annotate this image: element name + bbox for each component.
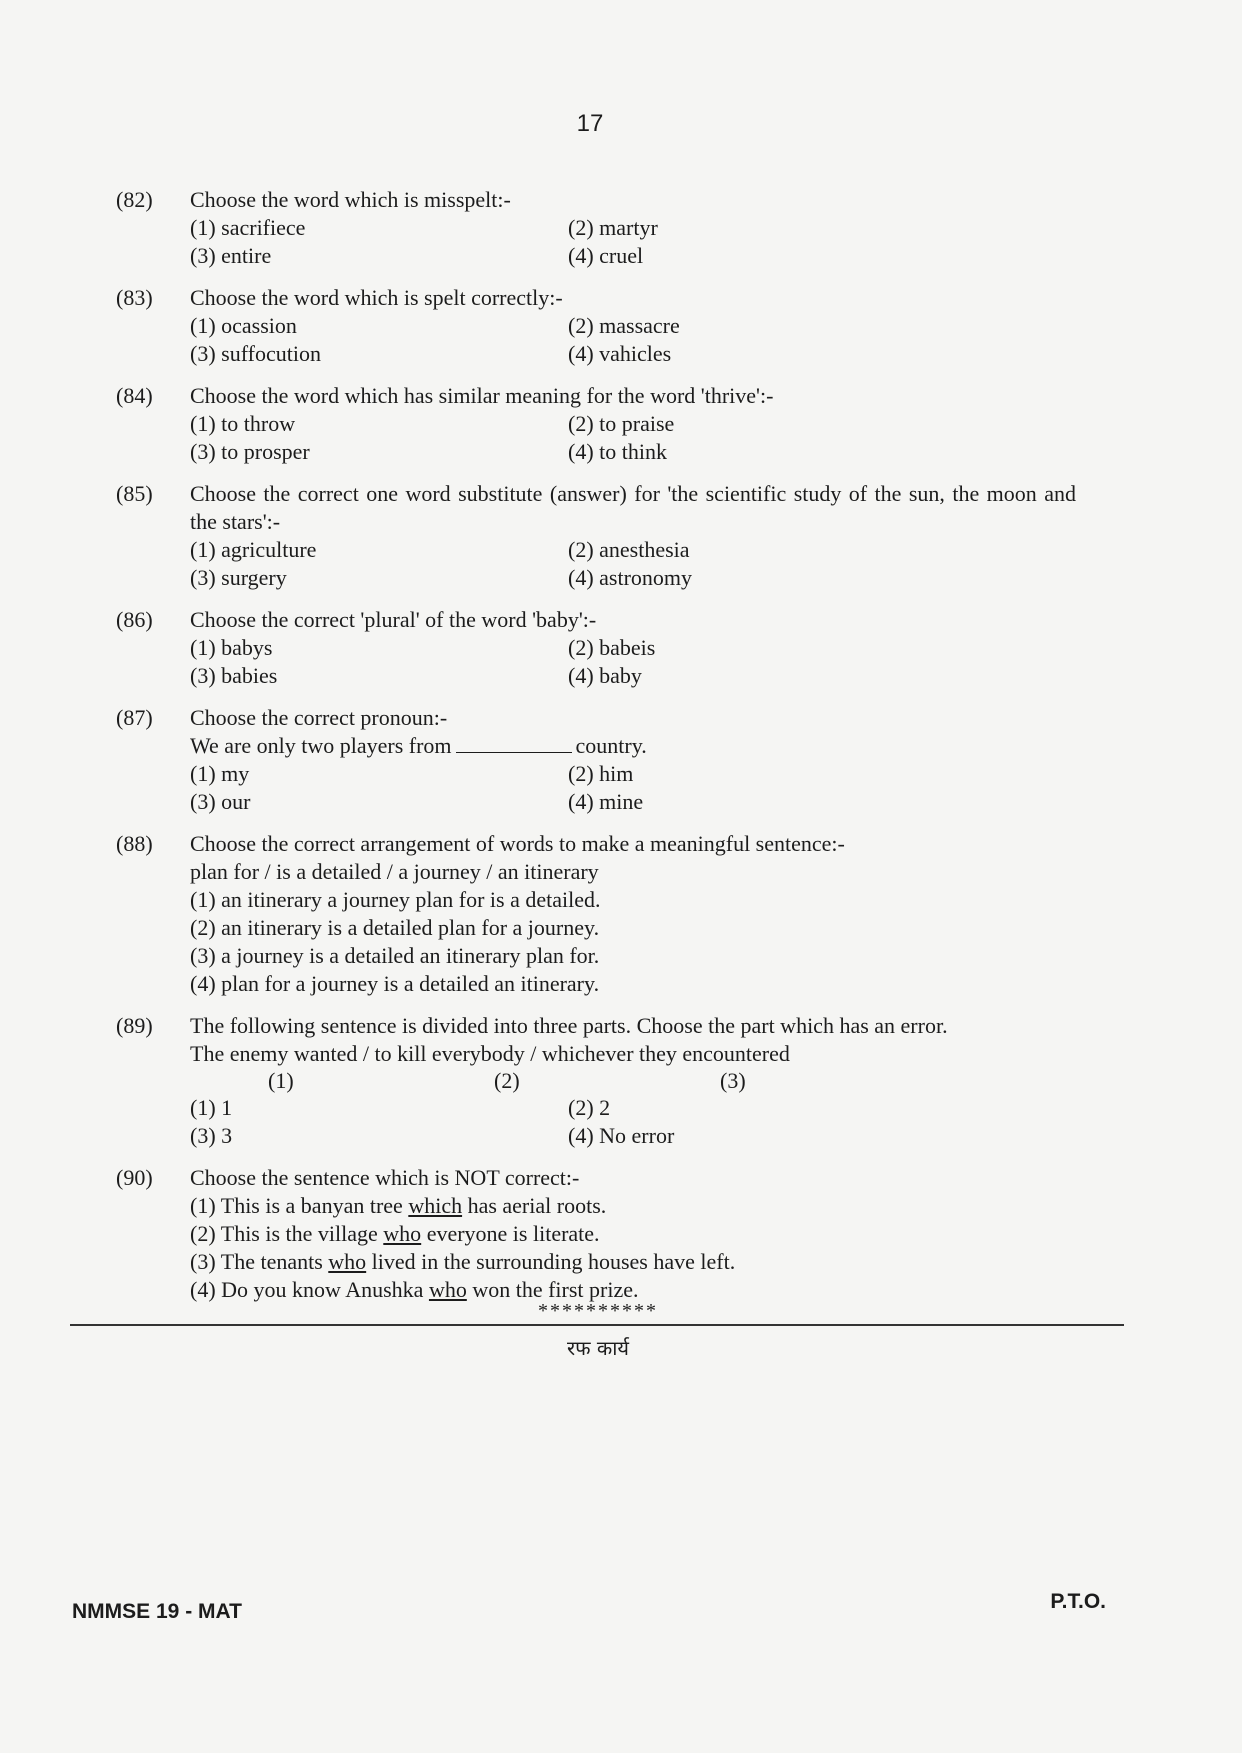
question-text: Choose the correct one word substitute (answer) for 'the scientific study of the sun, the moon and the stars':- [190,481,1076,534]
option-4[interactable]: (4) baby [568,663,642,688]
option-2[interactable]: (2) anesthesia [568,537,690,562]
footer-pto: P.T.O. [1050,1590,1106,1613]
question-number: (90) [116,1165,153,1190]
answer-blank [456,734,572,753]
option-3[interactable]: (3) 3 [190,1123,233,1148]
question-number: (84) [116,383,153,408]
option-2[interactable]: (2) babeis [568,635,656,660]
question-text: Choose the word which has similar meaning for the word 'thrive':- [190,383,774,408]
question-number: (88) [116,831,153,856]
option-2[interactable]: (2) an itinerary is a detailed plan for a journey. [190,915,600,940]
question-text: Choose the correct arrangement of words to make a meaningful sentence:- [190,831,845,856]
option-3[interactable]: (3) to prosper [190,439,310,464]
part-labels [190,1068,1076,1094]
underlined-word: who [328,1249,367,1274]
question-list [116,186,1076,1318]
question-82 [116,186,1076,270]
option-1[interactable]: (1) ocassion [190,313,297,338]
option-4[interactable]: (4) cruel [568,243,644,268]
options [190,886,1076,998]
option-3[interactable]: (3) entire [190,243,272,268]
question-text: Choose the sentence which is NOT correct:- [190,1165,580,1190]
options [190,1192,1076,1304]
question-number: (86) [116,607,153,632]
question-89 [116,1012,1076,1150]
question-text: The following sentence is divided into three parts. Choose the part which has an error. [190,1013,948,1038]
options [190,634,1076,690]
option-1[interactable]: (1) to throw [190,411,296,436]
option-2[interactable]: (2) 2 [568,1095,611,1120]
sentence-after-blank: country. [575,733,647,758]
options [190,536,1076,592]
part-label-1: (1) [268,1068,294,1093]
option-2[interactable]: (2) This is the village who everyone is literate. [190,1221,600,1246]
question-87 [116,704,1076,816]
sentence-before-blank: We are only two players from [190,733,452,758]
option-4[interactable]: (4) plan for a journey is a detailed an itinerary. [190,971,600,996]
options [190,410,1076,466]
question-number: (89) [116,1013,153,1038]
end-marker: ********** [538,1300,658,1322]
option-1[interactable]: (1) This is a banyan tree which has aerial roots. [190,1193,607,1218]
question-85 [116,480,1076,592]
question-90 [116,1164,1076,1304]
question-84 [116,382,1076,466]
options [190,214,1076,270]
part-label-3: (3) [720,1068,746,1093]
option-1[interactable]: (1) 1 [190,1095,233,1120]
option-2[interactable]: (2) massacre [568,313,680,338]
underlined-word: who [428,1277,467,1302]
page-number: 17 [576,110,604,137]
part-label-2: (2) [494,1068,520,1093]
option-3[interactable]: (3) surgery [190,565,287,590]
option-4[interactable]: (4) mine [568,789,644,814]
option-2[interactable]: (2) him [568,761,634,786]
option-1[interactable]: (1) sacrifiece [190,215,306,240]
question-text: Choose the correct pronoun:- [190,705,448,730]
question-88 [116,830,1076,998]
question-83 [116,284,1076,368]
question-text: Choose the correct 'plural' of the word 'baby':- [190,607,597,632]
options [190,1094,1076,1150]
question-number: (87) [116,705,153,730]
underlined-word: who [383,1221,422,1246]
option-3[interactable]: (3) suffocution [190,341,321,366]
question-number: (82) [116,187,153,212]
question-text: Choose the word which is spelt correctly:- [190,285,563,310]
question-86 [116,606,1076,690]
question-text: Choose the word which is misspelt:- [190,187,511,212]
rough-work-label: रफ कार्य [566,1336,630,1360]
options [190,312,1076,368]
footer-exam-code: NMMSE 19 - MAT [72,1600,242,1623]
question-number: (85) [116,481,153,506]
option-3[interactable]: (3) a journey is a detailed an itinerary plan for. [190,943,600,968]
option-1[interactable]: (1) agriculture [190,537,317,562]
option-3[interactable]: (3) The tenants who lived in the surrounding houses have left. [190,1249,736,1274]
jumbled-words: plan for / is a detailed / a journey / an itinerary [190,859,599,884]
option-1[interactable]: (1) babys [190,635,273,660]
options [190,760,1076,816]
option-4[interactable]: (4) vahicles [568,341,672,366]
error-sentence: The enemy wanted / to kill everybody / whichever they encountered [190,1041,790,1066]
option-3[interactable]: (3) our [190,789,251,814]
fill-in-sentence [190,732,1076,760]
option-2[interactable]: (2) martyr [568,215,658,240]
underlined-word: which [408,1193,463,1218]
option-4[interactable]: (4) to think [568,439,667,464]
option-4[interactable]: (4) No error [568,1123,675,1148]
option-3[interactable]: (3) babies [190,663,278,688]
option-1[interactable]: (1) my [190,761,250,786]
question-number: (83) [116,285,153,310]
option-2[interactable]: (2) to praise [568,411,675,436]
option-1[interactable]: (1) an itinerary a journey plan for is a detailed. [190,887,601,912]
divider [70,1324,1124,1326]
option-4[interactable]: (4) astronomy [568,565,693,590]
option-4[interactable]: (4) Do you know Anushka who won the first prize. [190,1277,639,1302]
